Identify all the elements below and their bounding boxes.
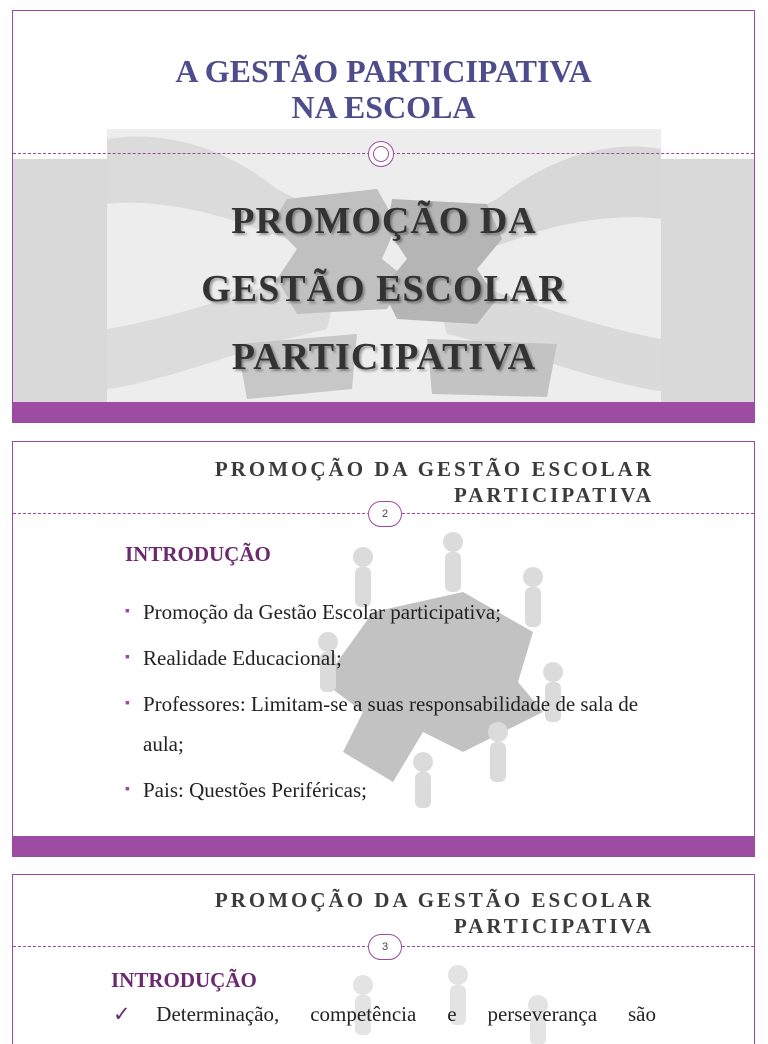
subtitle-line-1: PROMOÇÃO DA (231, 200, 537, 242)
paragraph-text: Determinação, competência e perseverança são (156, 1002, 656, 1026)
presentation-title (13, 53, 754, 125)
list-item (125, 638, 645, 678)
slide-3 (12, 874, 755, 1044)
bullet-text: Professores: Limitam-se a suas responsabilidade de sala de aula; (143, 692, 639, 756)
square-bullet-icon: ▪ (125, 782, 130, 797)
slide-2 (12, 441, 755, 857)
presentation-title-line-2: NA ESCOLA (291, 89, 476, 125)
bottom-accent-bar (13, 836, 754, 856)
right-gray-panel (660, 159, 754, 404)
list-item (125, 684, 645, 764)
bullet-list (125, 592, 645, 810)
divider-circle (368, 141, 394, 167)
slide-header-line-1: PROMOÇÃO DA GESTÃO ESCOLAR (214, 888, 654, 912)
bullet-text: Promoção da Gestão Escolar participativa; (143, 600, 502, 624)
subtitle-line-3: PARTICIPATIVA (231, 336, 537, 378)
list-item (125, 770, 645, 810)
bullet-text: Pais: Questões Periféricas; (143, 778, 367, 802)
page-number: 3 (368, 934, 402, 960)
slide-header (215, 887, 654, 939)
slide-subtitle (107, 187, 661, 391)
square-bullet-icon: ▪ (125, 696, 130, 711)
section-heading: INTRODUÇÃO (111, 968, 257, 992)
square-bullet-icon: ▪ (125, 650, 130, 665)
section-heading: INTRODUÇÃO (125, 542, 271, 566)
slide-header (215, 456, 654, 508)
slide-header-line-2: PARTICIPATIVA (453, 483, 654, 507)
subtitle-line-2: GESTÃO ESCOLAR (201, 268, 567, 310)
left-gray-panel (13, 159, 107, 404)
bottom-accent-bar (13, 402, 754, 422)
slide-header-line-1: PROMOÇÃO DA GESTÃO ESCOLAR (214, 457, 654, 481)
bullet-text: Realidade Educacional; (143, 646, 342, 670)
list-item (125, 592, 645, 632)
slide-1 (12, 10, 755, 423)
page-number: 2 (368, 501, 402, 527)
presentation-title-line-1: A GESTÃO PARTICIPATIVA (175, 53, 592, 89)
check-mark-icon: ✓ (113, 1002, 157, 1026)
slide-header-line-2: PARTICIPATIVA (453, 914, 654, 938)
square-bullet-icon: ▪ (125, 604, 130, 619)
